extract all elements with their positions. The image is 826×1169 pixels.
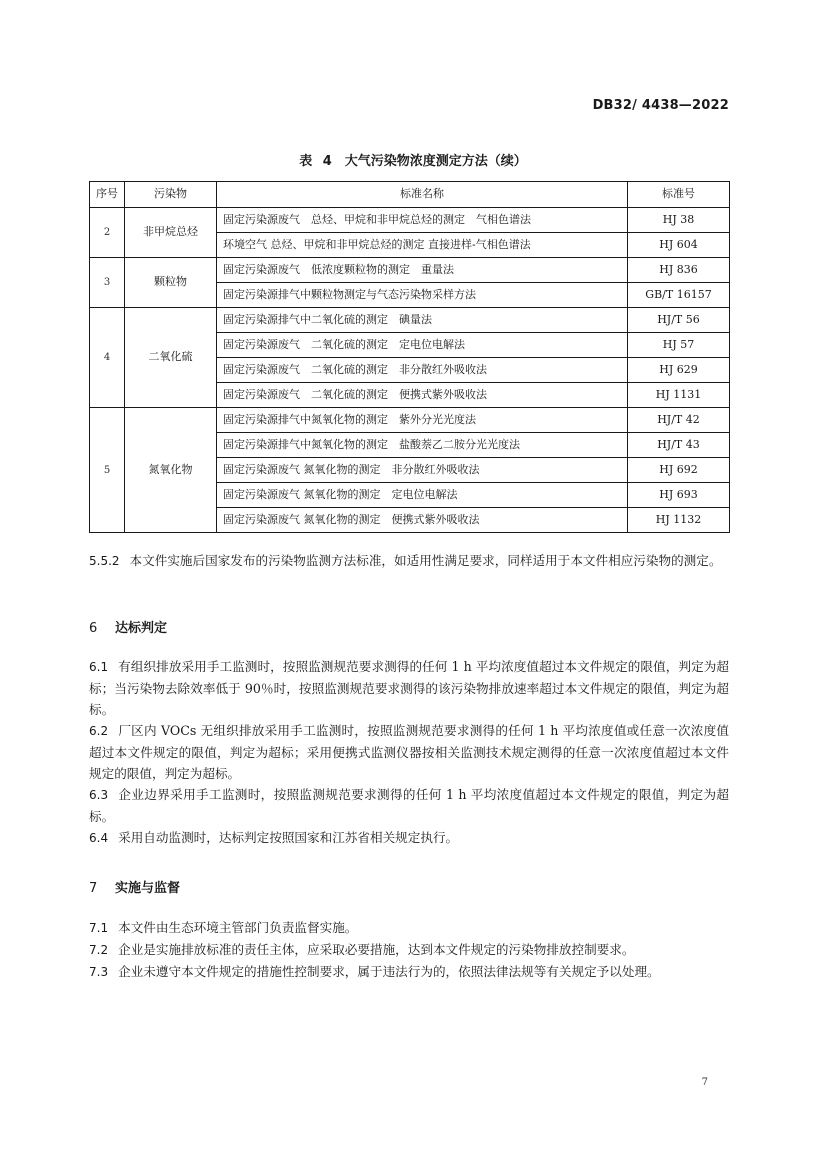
- clause-number: 6.4: [89, 831, 109, 845]
- header-standard-name: 标准名称: [217, 182, 628, 208]
- row-standard-code: HJ/T 42: [628, 408, 730, 433]
- clause-text: 采用自动监测时，达标判定按照国家和江苏省相关规定执行。: [118, 830, 459, 845]
- clause-number: 7.1: [89, 921, 109, 935]
- section-title: 达标判定: [115, 621, 168, 636]
- row-standard-code: HJ 1132: [628, 508, 730, 533]
- clause-text: 企业边界采用手工监测时，按照监测规范要求测得的任何 1 h 平均浓度值超过本文件规定的限值，判定为超标。: [89, 787, 729, 824]
- page-number: 7: [701, 1077, 708, 1088]
- row-no: 5: [90, 408, 125, 533]
- row-standard-name: 固定污染源废气 低浓度颗粒物的测定 重量法: [217, 258, 628, 283]
- table-row: [90, 208, 730, 233]
- clause-5-5-2: [89, 550, 729, 572]
- row-standard-name: 固定污染源废气 二氧化硫的测定 非分散红外吸收法: [217, 358, 628, 383]
- clause-text: 企业是实施排放标准的责任主体，应采取必要措施，达到本文件规定的污染物排放控制要求。: [118, 942, 635, 957]
- row-standard-code: HJ 1131: [628, 383, 730, 408]
- section-number: 7: [89, 881, 98, 896]
- document-code: DB32/ 4438—2022: [592, 98, 729, 113]
- row-standard-code: HJ 692: [628, 458, 730, 483]
- row-standard-name: 固定污染源排气中二氧化硫的测定 碘量法: [217, 308, 628, 333]
- row-standard-code: HJ/T 43: [628, 433, 730, 458]
- clause-number: 6.1: [89, 660, 109, 674]
- table-title: 表 4 大气污染物浓度测定方法（续）: [299, 154, 527, 169]
- row-standard-code: HJ 629: [628, 358, 730, 383]
- clause-number: 7.2: [89, 943, 109, 957]
- clause-number: 5.5.2: [89, 554, 120, 568]
- row-pollutant: 氮氧化物: [125, 408, 217, 533]
- table-header-row: [90, 182, 730, 208]
- row-standard-code: HJ 693: [628, 483, 730, 508]
- row-standard-code: HJ 604: [628, 233, 730, 258]
- section-7-body: [89, 917, 729, 983]
- row-standard-code: HJ 57: [628, 333, 730, 358]
- clause-number: 6.2: [89, 724, 109, 738]
- row-pollutant: 颗粒物: [125, 258, 217, 308]
- clause-text: 有组织排放采用手工监测时，按照监测规范要求测得的任何 1 h 平均浓度值超过本文件规定的限值，判定为超标；当污染物去除效率低于 90％时，按照监测规范要求测得的该污染物排放速率超过本文件规定的限值，判定为超标。: [89, 659, 729, 717]
- row-standard-name: 固定污染源废气 氮氧化物的测定 定电位电解法: [217, 483, 628, 508]
- row-no: 2: [90, 208, 125, 258]
- row-standard-name: 固定污染源排气中颗粒物测定与气态污染物采样方法: [217, 283, 628, 308]
- section-title: 实施与监督: [115, 881, 181, 896]
- row-no: 4: [90, 308, 125, 408]
- clause-text: 本文件实施后国家发布的污染物监测方法标准，如适用性满足要求，同样适用于本文件相应污染物的测定。: [129, 553, 722, 568]
- row-no: 3: [90, 258, 125, 308]
- header-no: 序号: [90, 182, 125, 208]
- clause-number: 6.3: [89, 788, 109, 802]
- row-pollutant: 二氧化硫: [125, 308, 217, 408]
- clause-text: 厂区内 VOCs 无组织排放采用手工监测时，按照监测规范要求测得的任何 1 h 平均浓度值或任意一次浓度值超过本文件规定的限值，判定为超标；采用便携式监测仪器按相关监测技术规定测得的任意一次浓度值超过本文件规定的限值，判定为超标。: [89, 723, 729, 781]
- clause-number: 7.3: [89, 965, 109, 979]
- header-standard-code: 标准号: [628, 182, 730, 208]
- row-standard-code: HJ 38: [628, 208, 730, 233]
- section-7-heading: [89, 877, 180, 896]
- row-standard-code: GB/T 16157: [628, 283, 730, 308]
- table-row: [90, 308, 730, 333]
- section-6-body: [89, 656, 729, 849]
- row-standard-code: HJ 836: [628, 258, 730, 283]
- row-standard-name: 固定污染源废气 总烃、甲烷和非甲烷总烃的测定 气相色谱法: [217, 208, 628, 233]
- table-row: [90, 408, 730, 433]
- row-standard-name: 固定污染源废气 二氧化硫的测定 定电位电解法: [217, 333, 628, 358]
- section-6-heading: [89, 617, 167, 636]
- row-standard-name: 固定污染源废气 氮氧化物的测定 便携式紫外吸收法: [217, 508, 628, 533]
- measurement-methods-table: [89, 181, 730, 533]
- row-standard-name: 固定污染源排气中氮氧化物的测定 盐酸萘乙二胺分光光度法: [217, 433, 628, 458]
- clause-text: 企业未遵守本文件规定的措施性控制要求，属于违法行为的，依照法律法规等有关规定予以处理。: [118, 964, 660, 979]
- clause-text: 本文件由生态环境主管部门负责监督实施。: [118, 920, 358, 935]
- row-standard-code: HJ/T 56: [628, 308, 730, 333]
- row-pollutant: 非甲烷总烃: [125, 208, 217, 258]
- row-standard-name: 固定污染源废气 二氧化硫的测定 便携式紫外吸收法: [217, 383, 628, 408]
- row-standard-name: 环境空气 总烃、甲烷和非甲烷总烃的测定 直接进样-气相色谱法: [217, 233, 628, 258]
- row-standard-name: 固定污染源排气中氮氧化物的测定 紫外分光光度法: [217, 408, 628, 433]
- row-standard-name: 固定污染源废气 氮氧化物的测定 非分散红外吸收法: [217, 458, 628, 483]
- header-pollutant: 污染物: [125, 182, 217, 208]
- section-number: 6: [89, 621, 98, 636]
- table-row: [90, 258, 730, 283]
